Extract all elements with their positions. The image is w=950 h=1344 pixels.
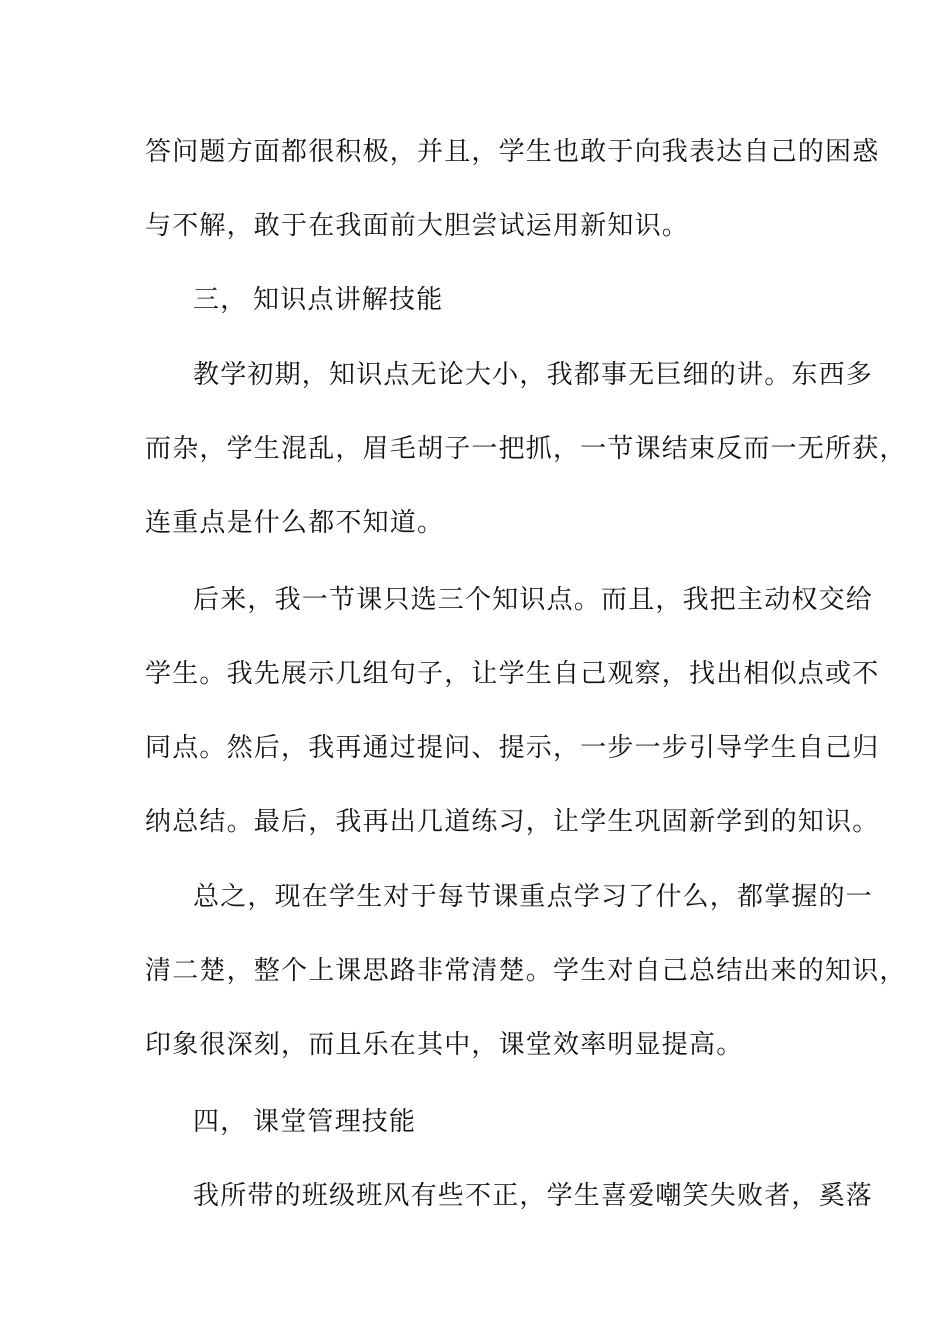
paragraph-line: 后来，我一节课只选三个知识点。而且，我把主动权交给 bbox=[193, 585, 874, 615]
section-heading-4 bbox=[193, 1102, 893, 1142]
paragraph-line: 与不解，敢于在我面前大胆尝试运用新知识。 bbox=[145, 211, 690, 241]
paragraph-line: 印象很深刻，而且乐在其中，课堂效率明显提高。 bbox=[145, 1030, 744, 1060]
section-heading-title: 课堂管理技能 bbox=[253, 1107, 417, 1137]
section-heading-number: 三， bbox=[193, 285, 248, 315]
paragraph-line: 同点。然后，我再通过提问、提示，一步一步引导学生自己归 bbox=[145, 733, 880, 763]
paragraph-line: 而杂，学生混乱，眉毛胡子一把抓，一节课结束反而一无所获， bbox=[145, 434, 907, 464]
paragraph-line: 清二楚，整个上课思路非常清楚。学生对自己总结出来的知识， bbox=[145, 956, 907, 986]
paragraph-line: 教学初期，知识点无论大小，我都事无巨细的讲。东西多 bbox=[193, 360, 874, 390]
paragraph-line: 答问题方面都很积极，并且，学生也敢于向我表达自己的困惑 bbox=[145, 137, 880, 167]
paragraph-line: 纳总结。最后，我再出几道练习，让学生巩固新学到的知识。 bbox=[145, 807, 880, 837]
paragraph-line: 我所带的班级班风有些不正，学生喜爱嘲笑失败者，奚落 bbox=[193, 1181, 874, 1211]
paragraph-line: 连重点是什么都不知道。 bbox=[145, 508, 445, 538]
paragraph-line: 学生。我先展示几组句子，让学生自己观察，找出相似点或不 bbox=[145, 659, 880, 689]
section-heading-3 bbox=[193, 280, 893, 320]
paragraph-line: 总之，现在学生对于每节课重点学习了什么，都掌握的一 bbox=[193, 882, 874, 912]
section-heading-number: 四， bbox=[193, 1107, 248, 1137]
section-heading-title: 知识点讲解技能 bbox=[253, 285, 444, 315]
